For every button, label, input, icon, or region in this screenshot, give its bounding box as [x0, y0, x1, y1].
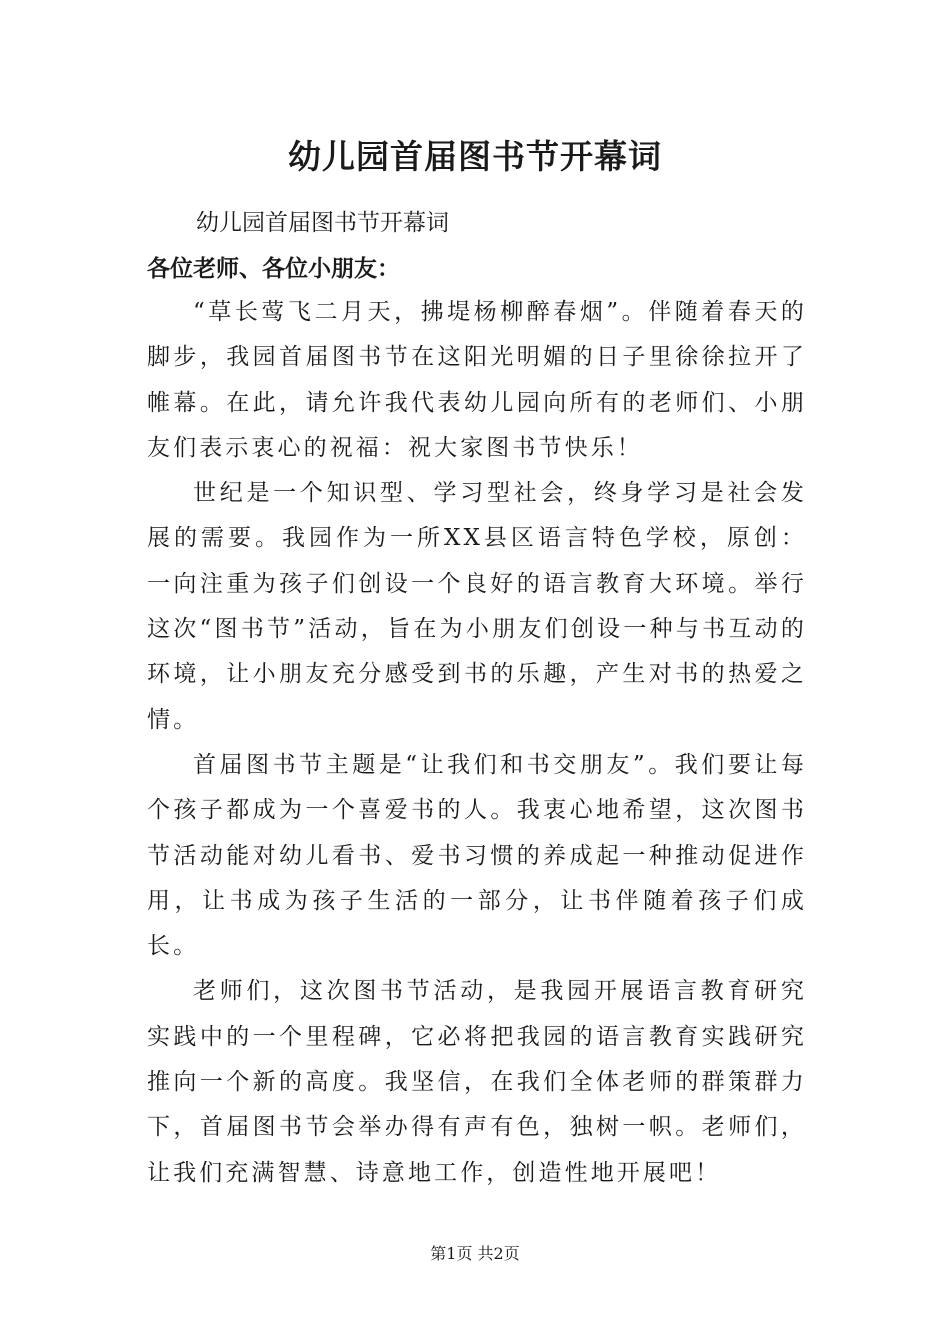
paragraph: “草长莺飞二月天，拂堤杨柳醉春烟”。伴随着春天的脚步，我园首届图书节在这阳光明媚的日子里徐徐拉开了帷幕。在此，请允许我代表幼儿园向所有的老师们、小朋友们表示衷心的祝福：祝大家图书节快乐！ [147, 299, 807, 461]
document-body [147, 290, 807, 1196]
page-number-footer: 第1页 共2页 [430, 1244, 520, 1263]
paragraph: 老师们，这次图书节活动，是我园开展语言教育研究实践中的一个里程碑，它必将把我园的语言教育实践研究推向一个新的高度。我坚信，在我们全体老师的群策群力下，首届图书节会举办得有声有色，独树一帜。老师们，让我们充满智慧、诗意地工作，创造性地开展吧！ [147, 978, 807, 1186]
paragraph: 世纪是一个知识型、学习型社会，终身学习是社会发展的需要。我园作为一所XX县区语言特色学校，原创：一向注重为孩子们创设一个良好的语言教育大环境。举行这次“图书节”活动，旨在为小朋友们创设一种与书互动的环境，让小朋友充分感受到书的乐趣，产生对书的热爱之情。 [147, 480, 807, 733]
salutation: 各位老师、各位小朋友： [147, 255, 400, 282]
paragraph: 首届图书节主题是“让我们和书交朋友”。我们要让每个孩子都成为一个喜爱书的人。我衷心地希望，这次图书节活动能对幼儿看书、爱书习惯的养成起一种推动促进作用，让书成为孩子生活的一部分，让书伴随着孩子们成长。 [147, 751, 807, 960]
document-title: 幼儿园首届图书节开幕词 [288, 137, 662, 176]
document-subtitle: 幼儿园首届图书节开幕词 [196, 210, 449, 236]
